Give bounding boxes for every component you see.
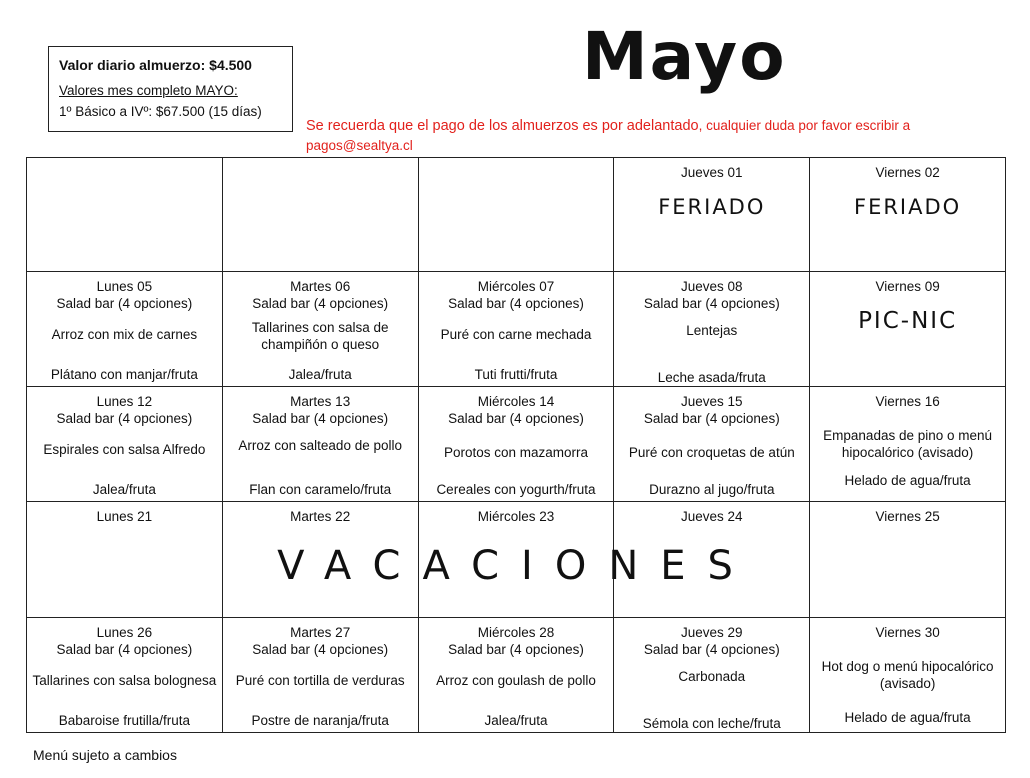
day-label: Viernes 02 xyxy=(875,165,940,180)
holiday-label: FERIADO xyxy=(853,195,962,219)
main-dish: Hot dog o menú hipocalórico (avisado) xyxy=(821,659,994,691)
footer-note: Menú sujeto a cambios xyxy=(33,747,177,763)
dessert: Cereales con yogurth/fruta xyxy=(436,482,596,497)
day-cell xyxy=(222,387,418,502)
day-label: Martes 22 xyxy=(290,509,351,524)
day-cell-viernes-02 xyxy=(810,158,1006,272)
salad-bar: Salad bar (4 opciones) xyxy=(252,411,389,426)
day-label: Jueves 01 xyxy=(681,165,743,180)
day-label: Lunes 12 xyxy=(96,394,153,409)
day-label: Viernes 25 xyxy=(875,509,940,524)
day-label: Miércoles 14 xyxy=(477,394,555,409)
day-label: Viernes 09 xyxy=(875,279,940,294)
main-dish: Puré con tortilla de verduras xyxy=(235,673,405,688)
grade-price: 1º Básico a IVº: $67.500 (15 días) xyxy=(59,103,262,119)
day-label: Lunes 21 xyxy=(96,509,153,524)
main-dish: Porotos con mazamorra xyxy=(443,445,589,460)
salad-bar: Salad bar (4 opciones) xyxy=(252,642,389,657)
month-title: Mayo xyxy=(582,18,787,95)
day-cell xyxy=(27,618,223,733)
day-label: Lunes 05 xyxy=(96,279,153,294)
empty-cell xyxy=(418,158,614,272)
day-cell xyxy=(614,618,810,733)
dessert: Durazno al jugo/fruta xyxy=(649,482,775,497)
main-dish: Arroz con goulash de pollo xyxy=(436,673,596,688)
day-label: Miércoles 23 xyxy=(477,509,555,524)
dessert: Sémola con leche/fruta xyxy=(642,716,781,731)
main-dish: Puré con croquetas de atún xyxy=(628,445,795,460)
picnic-label: PIC-NIC xyxy=(858,308,958,334)
day-cell xyxy=(222,618,418,733)
dessert: Babaroise frutilla/fruta xyxy=(58,713,191,728)
salad-bar: Salad bar (4 opciones) xyxy=(56,642,193,657)
salad-bar: Salad bar (4 opciones) xyxy=(252,296,389,311)
day-cell xyxy=(614,387,810,502)
day-cell xyxy=(810,272,1006,387)
day-label: Jueves 15 xyxy=(681,394,743,409)
week-row-3 xyxy=(27,387,1006,502)
main-dish: Empanadas de pino o menú hipocalórico (avisado) xyxy=(823,428,993,460)
dessert: Flan con caramelo/fruta xyxy=(249,482,392,497)
dessert: Tuti frutti/fruta xyxy=(474,367,558,382)
main-dish: Espirales con salsa Alfredo xyxy=(43,442,206,457)
day-label: Jueves 24 xyxy=(681,509,743,524)
dessert: Helado de agua/fruta xyxy=(844,710,971,725)
dessert: Jalea/fruta xyxy=(92,482,156,497)
dessert: Postre de naranja/fruta xyxy=(251,713,389,728)
main-dish: Lentejas xyxy=(686,323,738,338)
empty-cell xyxy=(27,158,223,272)
main-dish: Arroz con mix de carnes xyxy=(51,327,198,342)
day-label: Jueves 29 xyxy=(681,625,743,640)
day-cell xyxy=(418,618,614,733)
notice-rest: , cualquier duda por favor escribir a pagos@sealtya.cl xyxy=(306,118,911,153)
vacaciones-label: VACACIONES xyxy=(277,543,755,589)
week-row-5 xyxy=(27,618,1006,733)
notice-main: Se recuerda que el pago de los almuerzos es por adelantado xyxy=(306,118,699,134)
day-label: Jueves 08 xyxy=(681,279,743,294)
day-label: Viernes 16 xyxy=(875,394,940,409)
empty-cell xyxy=(222,158,418,272)
salad-bar: Salad bar (4 opciones) xyxy=(448,411,584,426)
main-dish: Carbonada xyxy=(678,669,746,684)
day-cell-jueves-01 xyxy=(614,158,810,272)
day-label: Lunes 26 xyxy=(96,625,153,640)
main-dish: Tallarines con salsa bolognesa xyxy=(32,673,217,688)
dessert: Helado de agua/fruta xyxy=(844,473,971,488)
dessert: Plátano con manjar/fruta xyxy=(50,367,198,382)
day-cell xyxy=(27,387,223,502)
main-dish: Arroz con salteado de pollo xyxy=(238,438,402,453)
day-cell xyxy=(27,272,223,387)
main-dish: Puré con carne mechada xyxy=(440,327,592,342)
main-dish: Tallarines con salsa de champiñón o queso xyxy=(251,320,389,352)
week-row-2 xyxy=(27,272,1006,387)
salad-bar: Salad bar (4 opciones) xyxy=(643,411,780,426)
holiday-label: FERIADO xyxy=(658,195,766,219)
payment-notice xyxy=(306,116,996,155)
salad-bar: Salad bar (4 opciones) xyxy=(643,296,780,311)
day-cell xyxy=(614,272,810,387)
day-label: Miércoles 28 xyxy=(477,625,555,640)
week-row-1 xyxy=(27,158,1006,272)
day-label: Martes 06 xyxy=(290,279,351,294)
day-cell xyxy=(810,618,1006,733)
day-cell xyxy=(222,272,418,387)
month-price-heading: Valores mes completo MAYO: xyxy=(59,82,238,98)
day-cell xyxy=(418,272,614,387)
salad-bar: Salad bar (4 opciones) xyxy=(448,642,584,657)
salad-bar: Salad bar (4 opciones) xyxy=(448,296,584,311)
day-label: Martes 27 xyxy=(290,625,351,640)
salad-bar: Salad bar (4 opciones) xyxy=(56,296,193,311)
menu-calendar xyxy=(26,157,1006,733)
salad-bar: Salad bar (4 opciones) xyxy=(643,642,780,657)
day-label: Viernes 30 xyxy=(875,625,940,640)
dessert: Leche asada/fruta xyxy=(657,370,766,385)
daily-price: Valor diario almuerzo: $4.500 xyxy=(59,57,252,73)
salad-bar: Salad bar (4 opciones) xyxy=(56,411,193,426)
dessert: Jalea/fruta xyxy=(484,713,548,728)
day-cell xyxy=(810,387,1006,502)
day-cell xyxy=(418,387,614,502)
day-label: Martes 13 xyxy=(290,394,351,409)
day-label: Miércoles 07 xyxy=(477,279,555,294)
price-info-box xyxy=(48,46,293,132)
dessert: Jalea/fruta xyxy=(288,367,352,382)
